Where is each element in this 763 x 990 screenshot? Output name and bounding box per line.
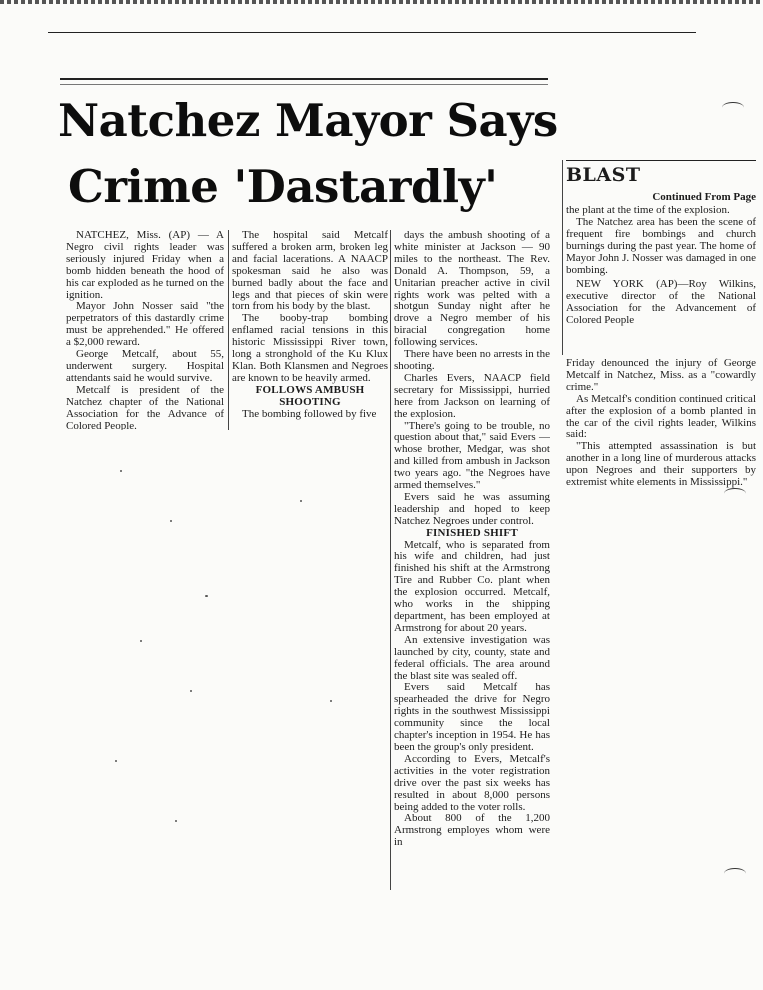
article-column-1 [66,230,224,430]
perforated-edge [0,0,763,4]
scan-mark [724,488,746,499]
article-paragraph: "This attempted assassination is but another in a long line of murderous attacks upon Negroes and their supporters by extremist white elements in Mississippi." [566,440,756,489]
scan-mark [724,868,746,879]
subheading: FINISHED SHIFT [426,526,518,539]
headline-rule-thin [60,84,548,85]
headline-rule-top [60,78,548,80]
article-paragraph: Mayor John Nosser said "the perpetrators of this dastardly crime must be apprehended." He offered a $2,000 reward. [66,300,224,349]
article-paragraph: About 800 of the 1,200 Armstrong employes whom were in [394,812,550,849]
article-paragraph: Metcalf is president of the Natchez chapter of the National Association for the Advance of Colored People. [66,383,224,430]
headline-line-1: Natchez Mayor Says [58,94,558,147]
scan-speck [175,820,177,822]
subheading: FOLLOWS AMBUSH SHOOTING [255,383,365,408]
article-paragraph: Friday denounced the injury of George Metcalf in Natchez, Miss. as a "cowardly crime." [566,358,756,393]
article-column-3 [394,230,550,895]
scan-speck [115,760,117,762]
article-paragraph: NATCHEZ, Miss. (AP) — A Negro civil rights leader was seriously injured Friday when a bomb hidden beneath the hood of his car exploded as he turned on the ignition. [66,230,224,301]
article-paragraph: Evers said he was assuming leadership and hoped to keep Natchez Negroes under control. [394,490,550,527]
scan-speck [190,690,192,692]
article-paragraph: George Metcalf, about 55, underwent surgery. Hospital attendants said he would survive. [66,348,224,384]
continued-from-page: Continued From Page [652,191,756,203]
article-paragraph: The Natchez area has been the scene of frequent fire bombings and church burnings during the past year. The home of Mayor John J. Nosser was damaged in one bombing. [566,215,756,276]
headline-line-2: Crime 'Dastardly' [68,160,498,213]
article-paragraph: days the ambush shooting of a white minister at Jackson — 90 miles to the northeast. The Rev. Donald A. Thompson, 59, a Unitarian preacher active in civil rights work was pelted with a shotgun Sunday night after he drove a Negro member of his biracial congregation home following services. [394,230,550,349]
column-divider [390,230,391,890]
article-paragraph: The booby-trap bombing enflamed racial tensions in this historic Mississippi River town, long a stronghold of the Ku Klux Klan. Both Klansmen and Negroes are known to be heavily armed. [232,312,388,384]
article-paragraph: Charles Evers, NAACP field secretary for Mississippi, hurried here from Jackson on learning of the explosion. [394,371,550,420]
article-paragraph: There have been no arrests in the shooting. [394,348,550,372]
article-paragraph: the plant at the time of the explosion. [566,205,730,216]
blast-header: BLAST [566,164,641,186]
top-rule [48,32,696,33]
scan-speck [330,700,332,702]
blast-column-bottom [566,358,756,528]
column-divider [228,230,229,430]
scan-speck [140,640,142,642]
article-paragraph: As Metcalf's condition continued critical after the explosion of a bomb planted in the car of the civil rights leader, Wilkins said: [566,392,756,441]
article-paragraph: The bombing followed by five [242,407,377,420]
scan-speck [205,595,208,597]
blast-column-top [566,205,756,353]
article-paragraph: An extensive investigation was launched by city, county, state and federal officials. The area around the blast site was sealed off. [394,633,550,682]
scan-speck [120,470,122,472]
article-paragraph: Metcalf, who is separated from his wife and children, had just finished his shift at the Armstrong Tire and Rubber Co. plant when the explosion occurred. Metcalf, who works in the shipping department, has been employed at Armstrong for about 20 years. [394,538,550,634]
scan-speck [170,520,172,522]
blast-rule [566,160,756,161]
blast-left-rule [562,160,563,355]
article-paragraph: "There's going to be trouble, no question about that," said Evers — whose brother, Medgar, was shot and killed from ambush in Jackson two years ago. "the Negroes have armed themselves." [394,419,550,492]
article-column-2 [232,230,388,430]
article-paragraph: NEW YORK (AP)—Roy Wilkins, executive director of the National Association for the Advancement of Colored People [566,278,756,327]
article-paragraph: According to Evers, Metcalf's activities in the voter registration drive over the past six weeks has resulted in about 8,000 persons being added to the voter rolls. [394,752,550,813]
scan-speck [300,500,302,502]
scan-mark [722,102,744,113]
article-paragraph: Evers said Metcalf has spearheaded the drive for Negro rights in the southwest Mississippi community since the local chapter's inception in 1954. He has been the group's only president. [394,681,550,753]
article-paragraph: The hospital said Metcalf suffered a broken arm, broken leg and facial lacerations. A NAACP spokesman said he also was burned badly about the face and legs and that pieces of skin were torn from his body by the blast. [232,230,388,313]
